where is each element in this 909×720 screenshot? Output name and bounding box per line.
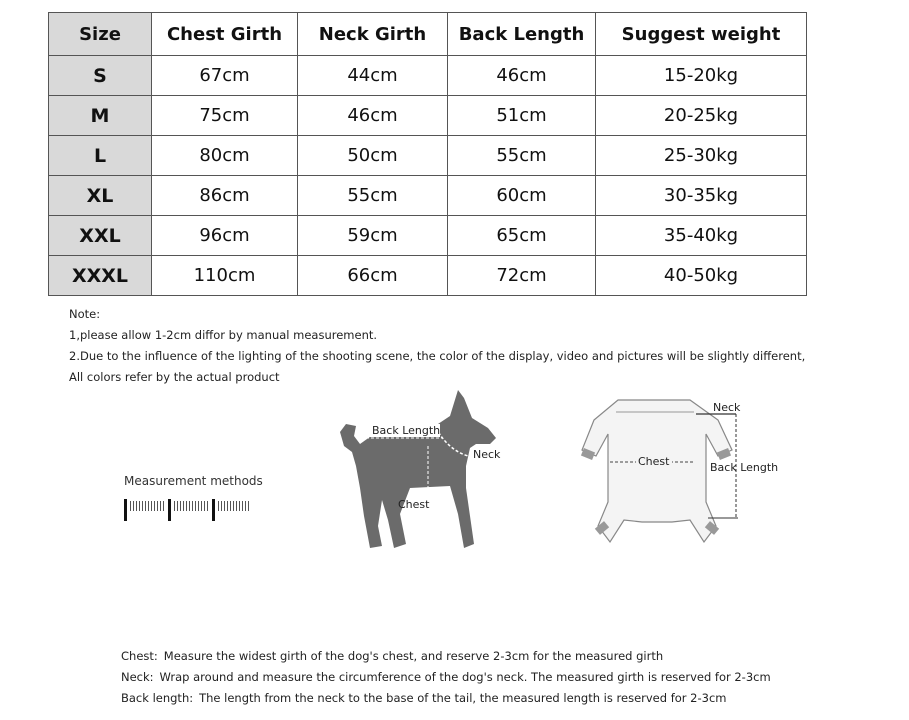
dog-back-length-label: Back Length bbox=[372, 424, 441, 437]
back-length-cell: 65cm bbox=[448, 216, 596, 256]
dog-chest-label: Chest bbox=[398, 498, 430, 511]
chest-girth-cell: 80cm bbox=[152, 136, 298, 176]
header-size: Size bbox=[49, 13, 152, 56]
coat-flat-diagram bbox=[578, 390, 783, 555]
header-chest-girth: Chest Girth bbox=[152, 13, 298, 56]
neck-girth-cell: 46cm bbox=[298, 96, 448, 136]
suggest-weight-cell: 20-25kg bbox=[596, 96, 807, 136]
measurement-methods-label: Measurement methods bbox=[124, 474, 263, 488]
back-length-cell: 60cm bbox=[448, 176, 596, 216]
header-neck-girth: Neck Girth bbox=[298, 13, 448, 56]
suggest-weight-cell: 25-30kg bbox=[596, 136, 807, 176]
definition-term: Neck: bbox=[121, 670, 154, 684]
dog-silhouette-diagram bbox=[330, 388, 530, 558]
chest-girth-cell: 67cm bbox=[152, 56, 298, 96]
coat-chest-label: Chest bbox=[638, 455, 670, 468]
size-cell: XXXL bbox=[49, 256, 152, 296]
suggest-weight-cell: 15-20kg bbox=[596, 56, 807, 96]
dog-silhouette-icon bbox=[340, 390, 496, 548]
coat-neck-label: Neck bbox=[713, 401, 741, 414]
neck-girth-cell: 66cm bbox=[298, 256, 448, 296]
suggest-weight-cell: 35-40kg bbox=[596, 216, 807, 256]
dog-neck-label: Neck bbox=[473, 448, 501, 461]
definition-term: Back length: bbox=[121, 691, 194, 705]
suggest-weight-cell: 30-35kg bbox=[596, 176, 807, 216]
notes-block bbox=[69, 304, 805, 388]
coat-back-length-label: Back Length bbox=[710, 461, 779, 474]
table-row bbox=[49, 56, 807, 96]
header-suggest-weight: Suggest weight bbox=[596, 13, 807, 56]
back-length-cell: 51cm bbox=[448, 96, 596, 136]
notes-title: Note: bbox=[69, 307, 101, 321]
chest-girth-cell: 96cm bbox=[152, 216, 298, 256]
chest-girth-cell: 75cm bbox=[152, 96, 298, 136]
header-back-length: Back Length bbox=[448, 13, 596, 56]
size-cell: S bbox=[49, 56, 152, 96]
size-cell: XL bbox=[49, 176, 152, 216]
definition-chest bbox=[121, 646, 771, 667]
definition-term: Chest: bbox=[121, 649, 158, 663]
neck-girth-cell: 55cm bbox=[298, 176, 448, 216]
definition-text: Wrap around and measure the circumference of the dog's neck. The measured girth is reserved for 2-3cm bbox=[159, 670, 771, 684]
size-chart-table bbox=[48, 12, 807, 296]
neck-girth-cell: 59cm bbox=[298, 216, 448, 256]
neck-girth-cell: 44cm bbox=[298, 56, 448, 96]
definition-text: Measure the widest girth of the dog's chest, and reserve 2-3cm for the measured girth bbox=[163, 649, 664, 663]
note-line-2: 2.Due to the influence of the lighting of the shooting scene, the color of the display, video and pictures will be slightly different, bbox=[69, 349, 806, 363]
table-row bbox=[49, 96, 807, 136]
size-cell: XXL bbox=[49, 216, 152, 256]
size-cell: M bbox=[49, 96, 152, 136]
chest-girth-cell: 110cm bbox=[152, 256, 298, 296]
table-row bbox=[49, 256, 807, 296]
table-row bbox=[49, 216, 807, 256]
table-row bbox=[49, 176, 807, 216]
measurement-definitions bbox=[121, 646, 771, 709]
note-line-3: All colors refer by the actual product bbox=[69, 370, 280, 384]
back-length-cell: 55cm bbox=[448, 136, 596, 176]
suggest-weight-cell: 40-50kg bbox=[596, 256, 807, 296]
note-line-1: 1,please allow 1-2cm diffor by manual measurement. bbox=[69, 328, 378, 342]
definition-back-length bbox=[121, 688, 771, 709]
definition-neck bbox=[121, 667, 771, 688]
definition-text: The length from the neck to the base of the tail, the measured length is reserved for 2-3cm bbox=[199, 691, 727, 705]
measuring-tape-icon bbox=[124, 496, 254, 524]
chest-girth-cell: 86cm bbox=[152, 176, 298, 216]
table-header-row bbox=[49, 13, 807, 56]
back-length-cell: 72cm bbox=[448, 256, 596, 296]
back-length-cell: 46cm bbox=[448, 56, 596, 96]
size-cell: L bbox=[49, 136, 152, 176]
table-row bbox=[49, 136, 807, 176]
neck-girth-cell: 50cm bbox=[298, 136, 448, 176]
